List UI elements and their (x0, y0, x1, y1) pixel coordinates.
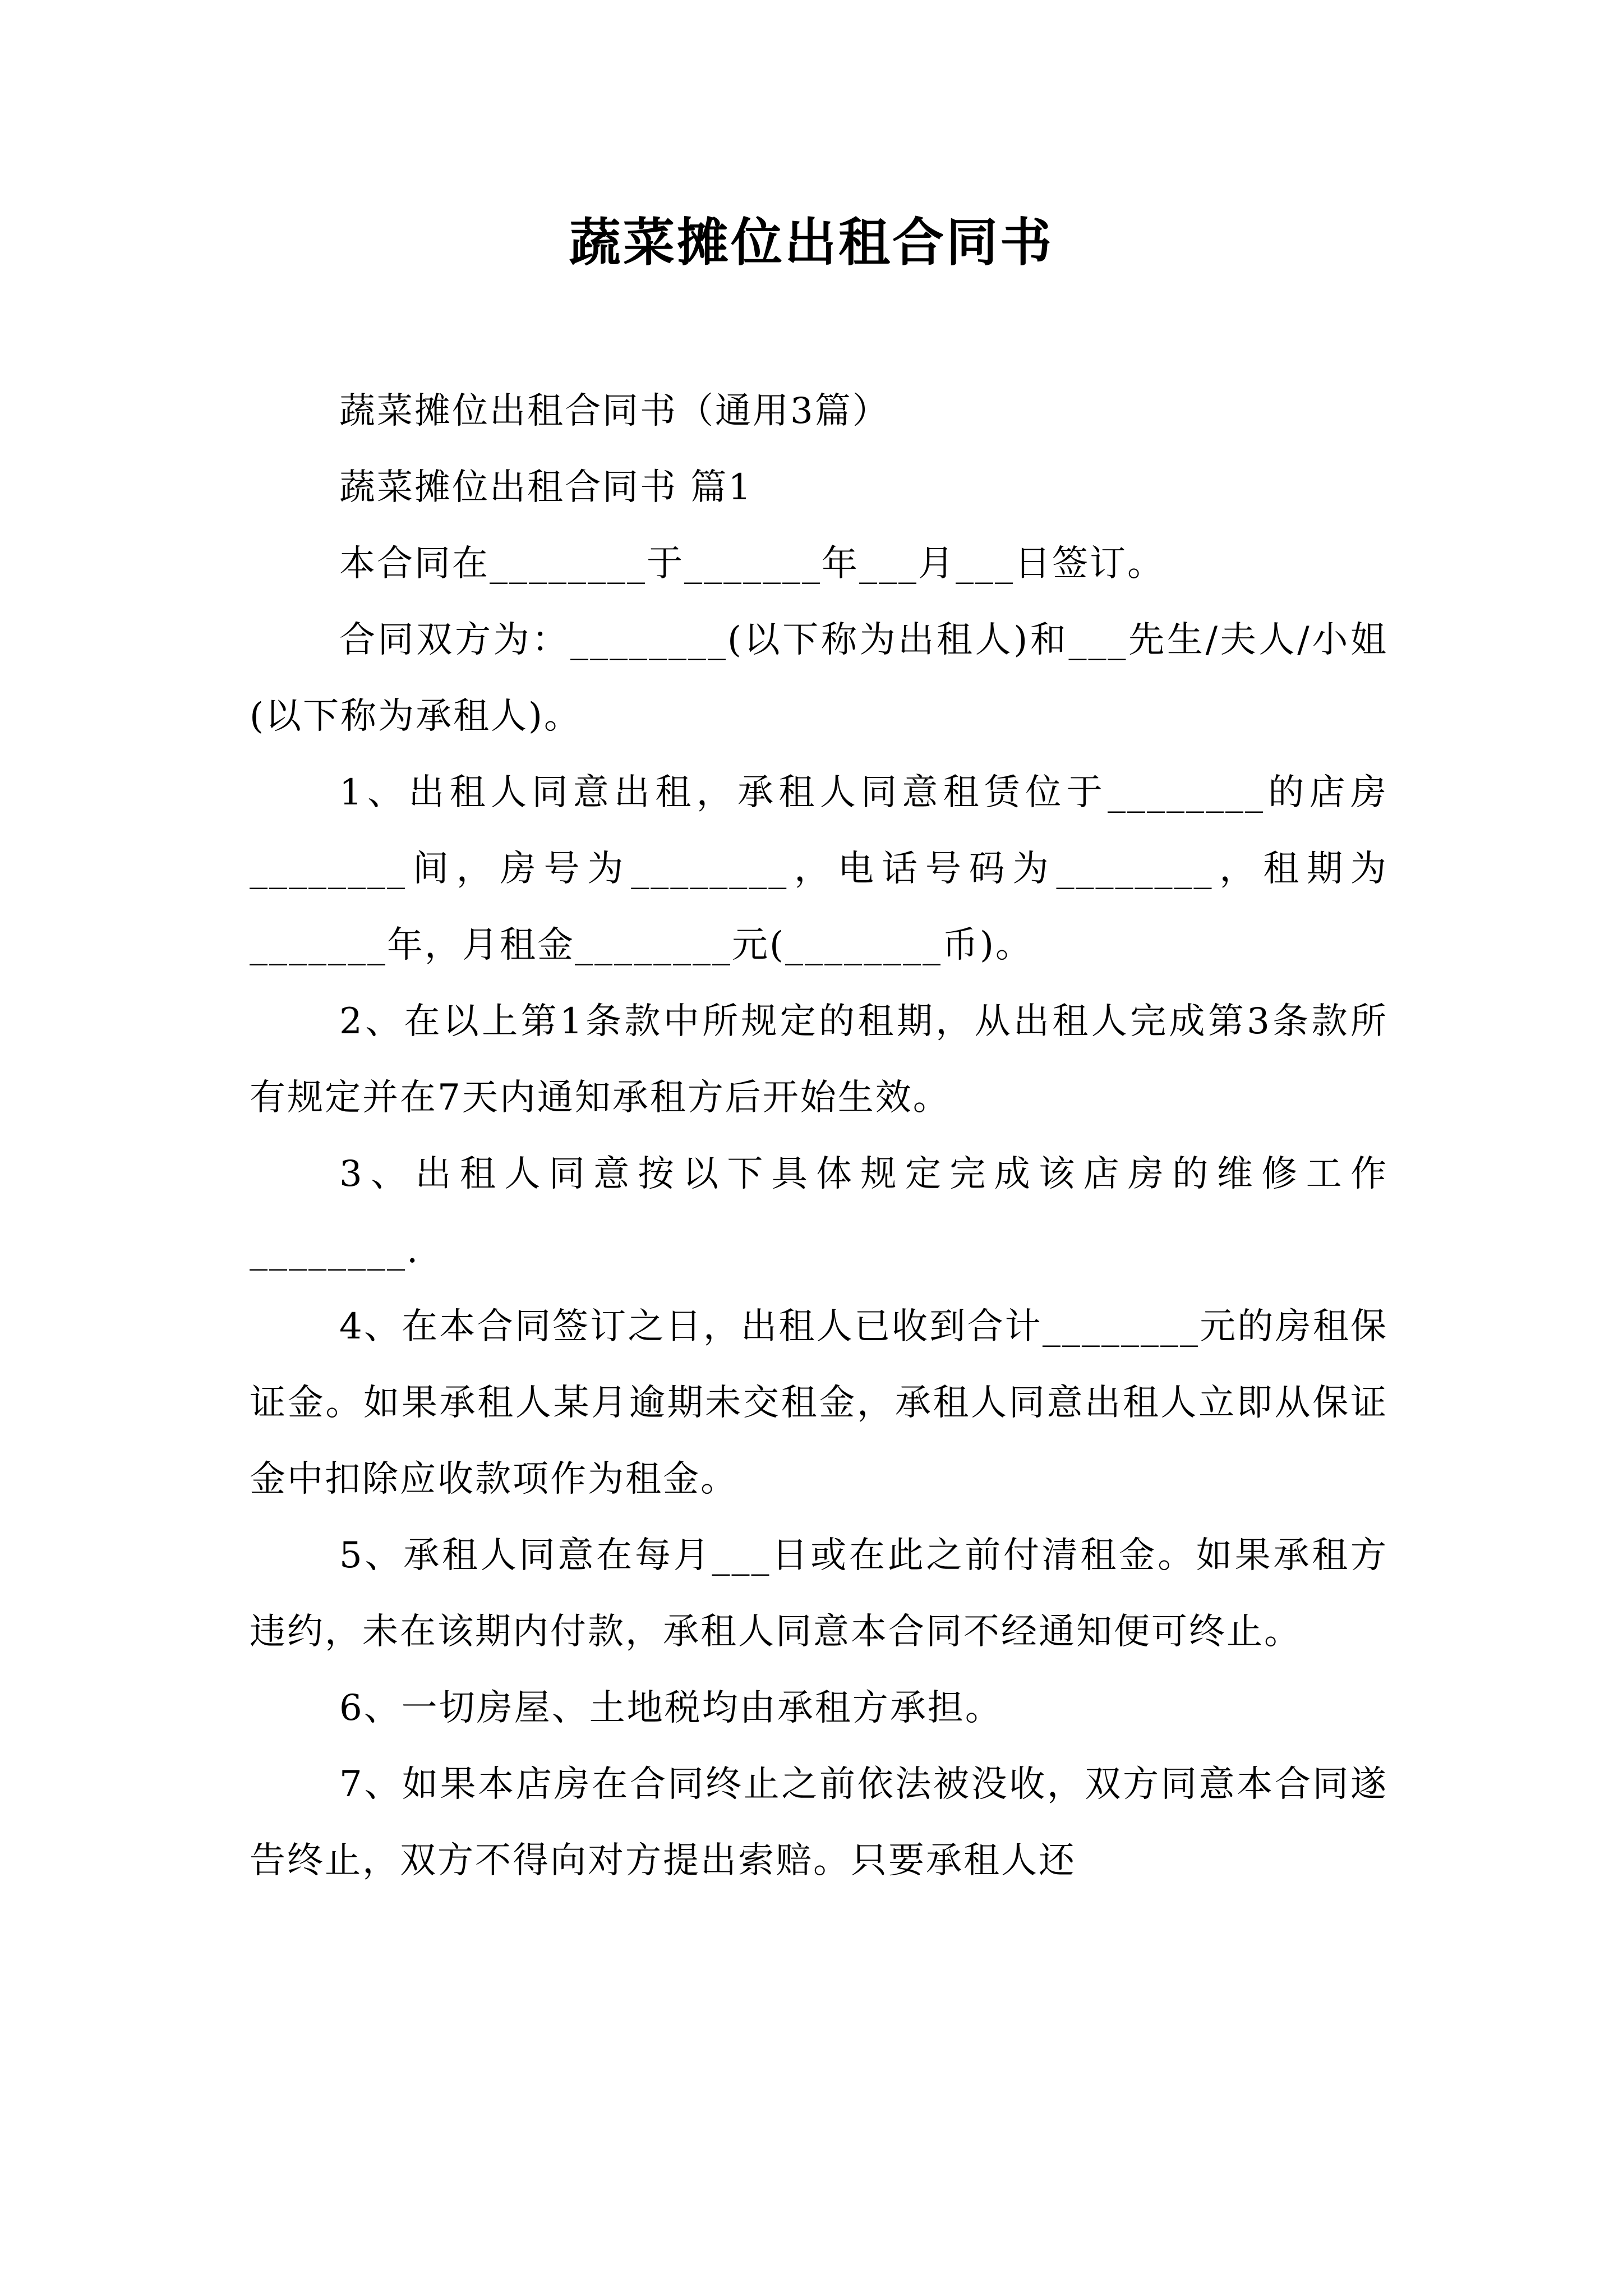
paragraph-clause-3: 3、出租人同意按以下具体规定完成该店房的维修工作________. (250, 1153, 1388, 1271)
paragraph-clause-5: 5、承租人同意在每月___日或在此之前付清租金。如果承租方违约，未在该期内付款，承租人同意本合同不经通知便可终止。 (250, 1535, 1388, 1653)
paragraph-signing-date: 本合同在________于_______年___月___日签订。 (339, 543, 1165, 585)
paragraph-clause-4: 4、在本合同签订之日，出租人已收到合计________元的房租保证金。如果承租人某月逾期未交租金，承租人同意出租人立即从保证金中扣除应收款项作为租金。 (250, 1306, 1388, 1500)
paragraph-clause-2: 2、在以上第1条款中所规定的租期，从出租人完成第3条款所有规定并在7天内通知承租方后开始生效。 (250, 1001, 1388, 1119)
paragraph-clause-1: 1、出租人同意出租，承租人同意租赁位于________的店房________间，房号为________，电话号码为________，租期为_______年，月租金________元(________币)。 (250, 772, 1388, 966)
paragraph-parties: 合同双方为：________(以下称为出租人)和___先生/夫人/小姐(以下称为承租人)。 (250, 619, 1388, 737)
subtitle: 蔬菜摊位出租合同书（通用3篇） (339, 390, 890, 432)
document-title: 蔬菜摊位出租合同书 (569, 212, 1054, 273)
section-heading: 蔬菜摊位出租合同书 篇1 (339, 467, 753, 508)
paragraph-clause-7: 7、如果本店房在合同终止之前依法被没收，双方同意本合同遂告终止，双方不得向对方提出索赔。只要承租人还 (250, 1764, 1388, 1881)
paragraph-clause-6: 6、一切房屋、土地税均由承租方承担。 (339, 1687, 1003, 1729)
document-body (250, 373, 1388, 1899)
